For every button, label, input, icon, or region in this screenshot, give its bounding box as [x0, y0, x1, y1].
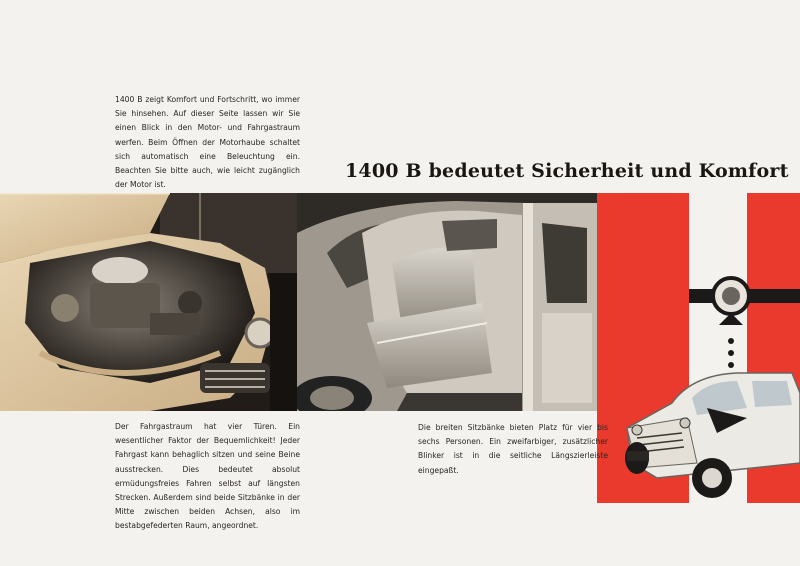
car-illustration-panel: [597, 193, 800, 503]
passenger-room-paragraph: Der Fahrgastraum hat vier Türen. Ein wesentlicher Faktor der Bequemlichkeit! Jeder Fahrgast kann behaglich sitzen und seine Beine ausstrecken. Dies bedeutet absolut ermüdungsfreies Fahren selbst auf längsten Strecken. Außerdem sind beide Sitzbänke in der Mitte zwischen beiden Achsen, also im bestabgefederten Raum, angeordnet.: [115, 422, 300, 531]
interior-photo: [297, 193, 597, 411]
intro-paragraph: 1400 B zeigt Komfort und Fortschritt, wo immer Sie hinsehen. Auf dieser Seite lassen wir Sie einen Blick in den Motor- und Fahrgastraum werfen. Beim Öffnen der Motorhaube schaltet sich automatisch eine Beleuchtung ein. Beachten Sie bitte auch, wie leicht zugänglich der Motor ist.: [115, 95, 300, 190]
engine-bay-photo: [0, 193, 297, 411]
page-headline: 1400 B bedeutet Sicherheit und Komfort: [345, 160, 789, 182]
seats-paragraph: Die breiten Sitzbänke bieten Platz für vier bis sechs Personen. Ein zweifarbiger, zusätzlicher Blinker ist in die seitliche Längszierleiste eingepaßt.: [418, 423, 608, 475]
